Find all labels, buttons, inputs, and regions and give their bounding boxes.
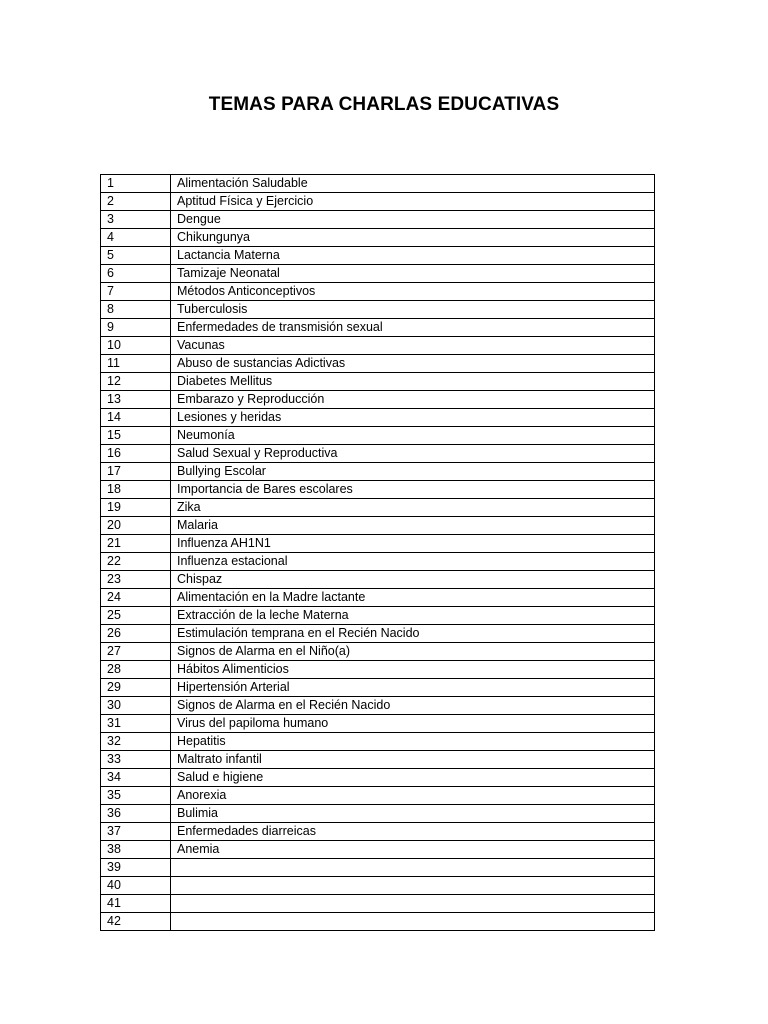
row-number-cell: 10 [101,337,171,355]
row-number-cell: 20 [101,517,171,535]
row-number-cell: 39 [101,859,171,877]
topic-cell: Estimulación temprana en el Recién Nacido [171,625,655,643]
topic-cell [171,913,655,931]
row-number-cell: 34 [101,769,171,787]
table-row [101,355,655,373]
topic-cell: Tamizaje Neonatal [171,265,655,283]
row-number-cell: 36 [101,805,171,823]
table-row [101,589,655,607]
topic-cell [171,895,655,913]
topic-cell: Enfermedades de transmisión sexual [171,319,655,337]
topic-cell: Salud e higiene [171,769,655,787]
topic-cell: Neumonía [171,427,655,445]
table-row [101,571,655,589]
row-number-cell: 21 [101,535,171,553]
table-row [101,733,655,751]
topic-cell: Aptitud Física y Ejercicio [171,193,655,211]
row-number-cell: 22 [101,553,171,571]
row-number-cell: 12 [101,373,171,391]
table-row [101,877,655,895]
table-row [101,193,655,211]
row-number-cell: 7 [101,283,171,301]
table-row [101,607,655,625]
row-number-cell: 3 [101,211,171,229]
topic-cell: Influenza estacional [171,553,655,571]
row-number-cell: 25 [101,607,171,625]
table-row [101,823,655,841]
row-number-cell: 4 [101,229,171,247]
table-row [101,553,655,571]
topic-cell [171,859,655,877]
row-number-cell: 37 [101,823,171,841]
row-number-cell: 30 [101,697,171,715]
row-number-cell: 8 [101,301,171,319]
row-number-cell: 24 [101,589,171,607]
table-row [101,895,655,913]
topic-cell: Salud Sexual y Reproductiva [171,445,655,463]
row-number-cell: 2 [101,193,171,211]
table-row [101,859,655,877]
topic-cell: Tuberculosis [171,301,655,319]
table-row [101,463,655,481]
table-row [101,283,655,301]
row-number-cell: 42 [101,913,171,931]
topic-cell: Alimentación Saludable [171,175,655,193]
table-row [101,841,655,859]
topic-cell: Hipertensión Arterial [171,679,655,697]
row-number-cell: 28 [101,661,171,679]
table-row [101,535,655,553]
topic-cell: Chikungunya [171,229,655,247]
table-row [101,625,655,643]
topic-cell: Signos de Alarma en el Niño(a) [171,643,655,661]
page-title: TEMAS PARA CHARLAS EDUCATIVAS [208,94,560,115]
row-number-cell: 27 [101,643,171,661]
table-row [101,373,655,391]
topic-cell: Anorexia [171,787,655,805]
row-number-cell: 40 [101,877,171,895]
row-number-cell: 32 [101,733,171,751]
row-number-cell: 31 [101,715,171,733]
topics-table-body [101,175,655,931]
row-number-cell: 35 [101,787,171,805]
table-row [101,751,655,769]
table-row [101,427,655,445]
table-row [101,913,655,931]
row-number-cell: 6 [101,265,171,283]
table-row [101,319,655,337]
table-row [101,769,655,787]
row-number-cell: 38 [101,841,171,859]
row-number-cell: 16 [101,445,171,463]
row-number-cell: 18 [101,481,171,499]
row-number-cell: 1 [101,175,171,193]
row-number-cell: 15 [101,427,171,445]
topic-cell: Chispaz [171,571,655,589]
topic-cell: Importancia de Bares escolares [171,481,655,499]
topic-cell: Virus del papiloma humano [171,715,655,733]
topics-table [100,174,655,931]
topic-cell: Dengue [171,211,655,229]
table-row [101,517,655,535]
topic-cell: Enfermedades diarreicas [171,823,655,841]
row-number-cell: 13 [101,391,171,409]
row-number-cell: 23 [101,571,171,589]
table-row [101,643,655,661]
row-number-cell: 33 [101,751,171,769]
row-number-cell: 19 [101,499,171,517]
topic-cell: Extracción de la leche Materna [171,607,655,625]
table-row [101,265,655,283]
table-row [101,229,655,247]
topic-cell: Métodos Anticonceptivos [171,283,655,301]
topic-cell: Diabetes Mellitus [171,373,655,391]
table-row [101,445,655,463]
row-number-cell: 26 [101,625,171,643]
table-row [101,697,655,715]
table-row [101,391,655,409]
topic-cell: Bulimia [171,805,655,823]
topic-cell: Malaria [171,517,655,535]
table-row [101,715,655,733]
table-row [101,805,655,823]
topic-cell: Maltrato infantil [171,751,655,769]
topic-cell: Embarazo y Reproducción [171,391,655,409]
table-row [101,787,655,805]
topic-cell: Abuso de sustancias Adictivas [171,355,655,373]
table-row [101,247,655,265]
table-row [101,679,655,697]
row-number-cell: 11 [101,355,171,373]
row-number-cell: 17 [101,463,171,481]
row-number-cell: 41 [101,895,171,913]
topic-cell [171,877,655,895]
table-row [101,211,655,229]
table-row [101,499,655,517]
topic-cell: Lesiones y heridas [171,409,655,427]
topic-cell: Lactancia Materna [171,247,655,265]
table-row [101,661,655,679]
table-row [101,337,655,355]
row-number-cell: 14 [101,409,171,427]
row-number-cell: 5 [101,247,171,265]
topic-cell: Vacunas [171,337,655,355]
table-row [101,301,655,319]
table-row [101,175,655,193]
topic-cell: Alimentación en la Madre lactante [171,589,655,607]
row-number-cell: 29 [101,679,171,697]
table-row [101,481,655,499]
topic-cell: Bullying Escolar [171,463,655,481]
row-number-cell: 9 [101,319,171,337]
topic-cell: Influenza AH1N1 [171,535,655,553]
topic-cell: Signos de Alarma en el Recién Nacido [171,697,655,715]
topic-cell: Zika [171,499,655,517]
topic-cell: Hábitos Alimenticios [171,661,655,679]
topic-cell: Anemia [171,841,655,859]
topic-cell: Hepatitis [171,733,655,751]
table-row [101,409,655,427]
